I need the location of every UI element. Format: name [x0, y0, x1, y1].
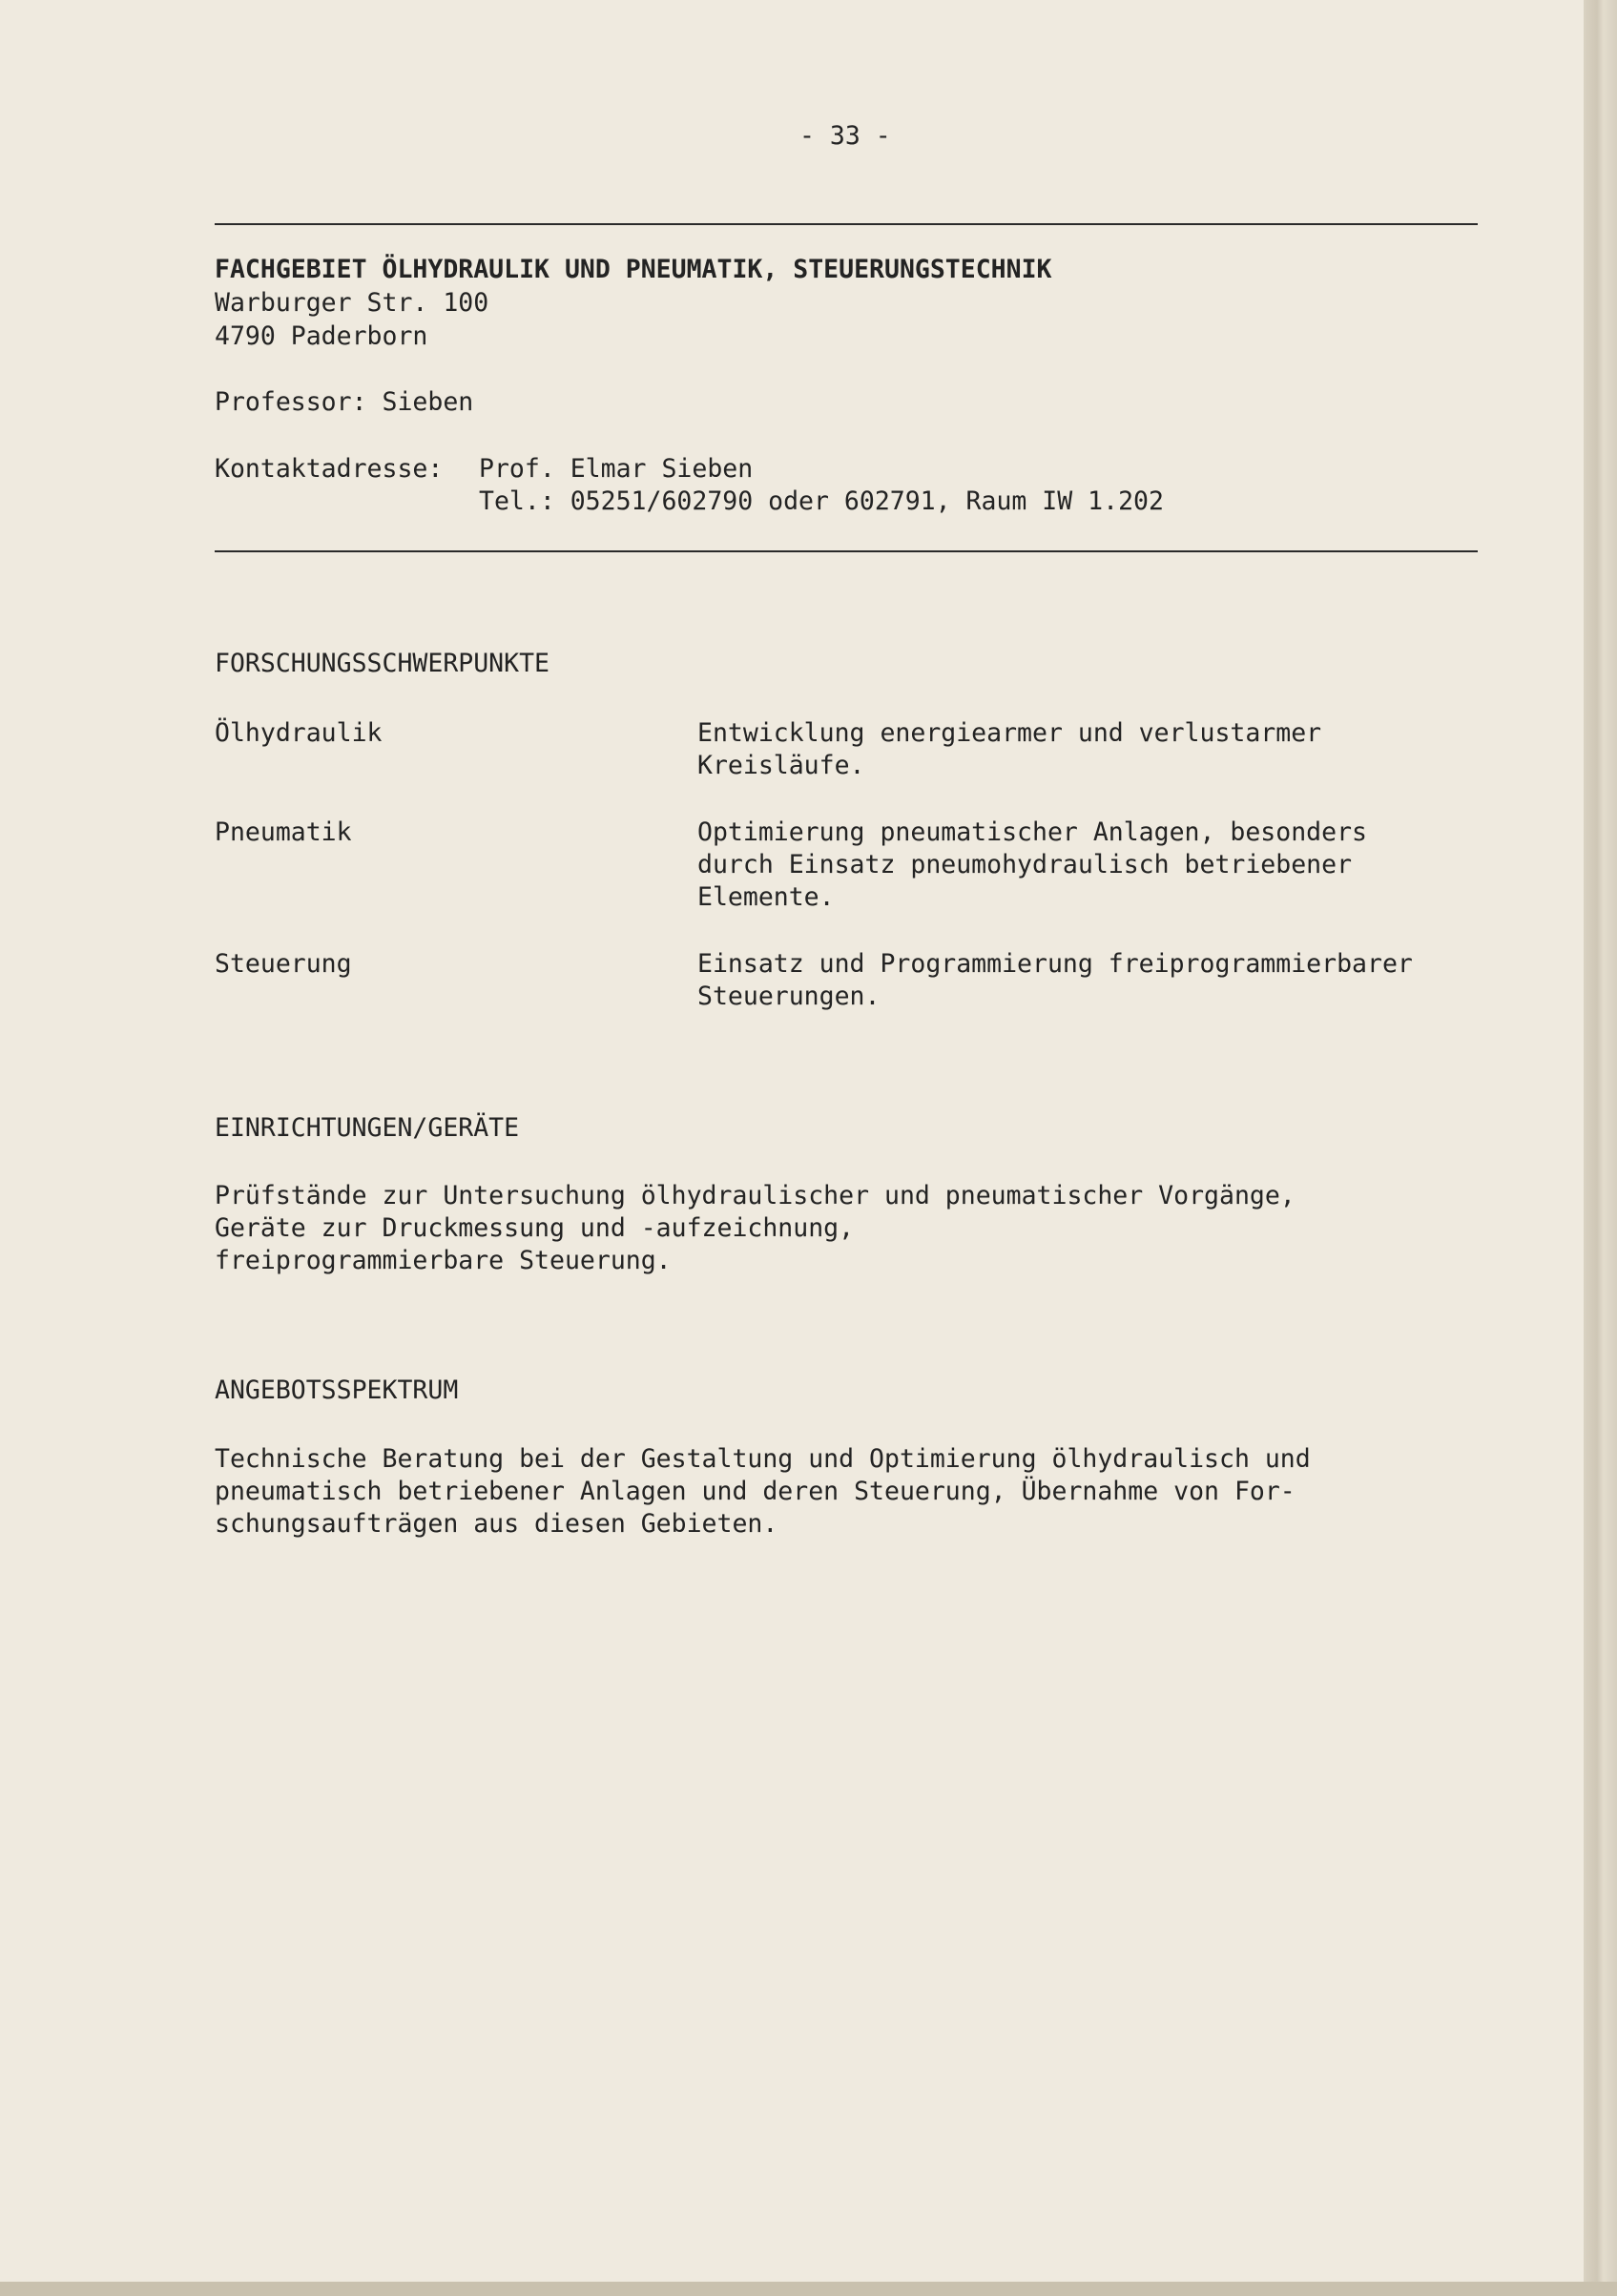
- research-desc-line: Elemente.: [697, 882, 835, 912]
- research-topic-pneumatik: Pneumatik: [215, 817, 352, 847]
- research-heading: FORSCHUNGSSCHWERPUNKTE: [215, 649, 549, 678]
- offer-line: pneumatisch betriebener Anlagen und deren Steuerung, Übernahme von For-: [215, 1477, 1296, 1506]
- research-topic-oelhydraulik: Ölhydraulik: [215, 718, 383, 748]
- page-bottom-edge: [0, 2282, 1617, 2296]
- research-desc-line: Entwicklung energiearmer und verlustarmer: [697, 718, 1322, 748]
- research-topic-steuerung: Steuerung: [215, 949, 352, 979]
- research-desc-pneumatik: [697, 817, 1367, 914]
- research-desc-line: Optimierung pneumatischer Anlagen, besonders: [697, 817, 1367, 847]
- research-desc-line: Steuerungen.: [697, 982, 881, 1011]
- page-number: - 33 -: [799, 121, 891, 151]
- equipment-line: Geräte zur Druckmessung und -aufzeichnung,: [215, 1213, 855, 1243]
- top-divider: [215, 223, 1478, 225]
- address-city: 4790 Paderborn: [215, 321, 428, 351]
- contact-label: Kontaktadresse:: [215, 454, 444, 484]
- research-desc-line: Einsatz und Programmierung freiprogrammierbarer: [697, 949, 1413, 979]
- research-desc-oelhydraulik: [697, 717, 1321, 782]
- equipment-heading: EINRICHTUNGEN/GERÄTE: [215, 1113, 520, 1143]
- equipment-body: [215, 1180, 1296, 1277]
- offer-heading: ANGEBOTSSPEKTRUM: [215, 1376, 459, 1405]
- equipment-line: Prüfstände zur Untersuchung ölhydraulischer und pneumatischer Vorgänge,: [215, 1181, 1296, 1210]
- page-stack-edge: [1584, 0, 1617, 2296]
- contact-name: Prof. Elmar Sieben: [479, 454, 754, 484]
- research-desc-line: Kreisläufe.: [697, 751, 865, 780]
- offer-body: [215, 1443, 1311, 1541]
- department-title: FACHGEBIET ÖLHYDRAULIK UND PNEUMATIK, STEUERUNGSTECHNIK: [215, 255, 1052, 284]
- offer-line: schungsaufträgen aus diesen Gebieten.: [215, 1509, 778, 1539]
- offer-line: Technische Beratung bei der Gestaltung und Optimierung ölhydraulisch und: [215, 1444, 1311, 1474]
- equipment-line: freiprogrammierbare Steuerung.: [215, 1246, 672, 1275]
- professor-line: Professor: Sieben: [215, 387, 474, 417]
- contact-phone: Tel.: 05251/602790 oder 602791, Raum IW 1.202: [479, 486, 1164, 516]
- research-desc-steuerung: [697, 948, 1413, 1013]
- header-divider: [215, 550, 1478, 552]
- address-street: Warburger Str. 100: [215, 288, 489, 318]
- research-desc-line: durch Einsatz pneumohydraulisch betriebener: [697, 850, 1353, 879]
